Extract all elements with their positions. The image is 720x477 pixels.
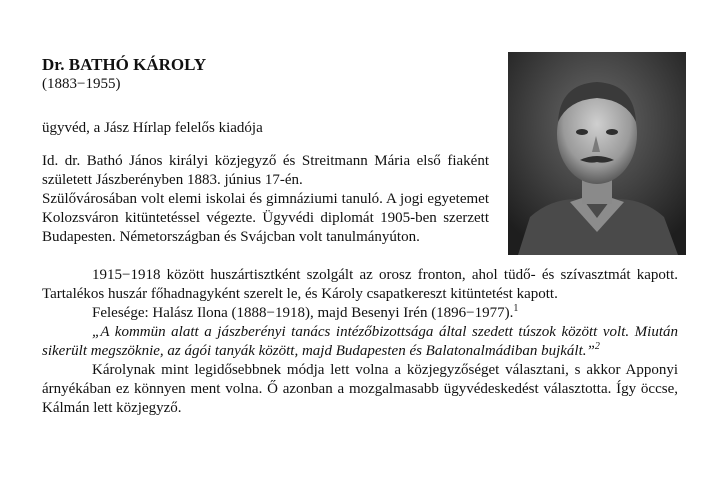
intro-paragraph-education: Szülővárosában volt elemi iskolai és gimnáziumi tanuló. A jogi egyetemet Kolozsváron kitüntetéssel végezte. Ügyvédi diplomát 1905-ben szerzett Budapesten. Németországban és Svájcban volt tanulmányúton. <box>42 191 489 245</box>
quote-text: „A kommün alatt a jászberényi tanács intézőbizottsága által szedett túszok között volt. Miután sikerült megszöknie, az ágói tanyák között, majd Budapesten és Balatonalmádiban bujkált.” <box>42 324 678 359</box>
portrait-photo <box>508 52 686 255</box>
intro-section <box>42 152 489 247</box>
quote-paragraph <box>42 323 678 361</box>
intro-paragraph-birth: Id. dr. Bathó János királyi közjegyző és Streitmann Mária első fiaként született Jászberényben 1883. június 17-én. <box>42 153 489 188</box>
spouse-paragraph <box>42 304 678 323</box>
page-title: Dr. BATHÓ KÁROLY <box>42 55 207 74</box>
closing-paragraph: Károlynak mint legidősebbnek módja lett volna a közjegyzőséget választani, s akkor Apponyi árnyékában ez könnyen ment volna. Ő azonban a mozgalmasabb ügyvédeskedést választotta. Így öccse, Kálmán lett közjegyző. <box>42 362 678 416</box>
spouse-text: Felesége: Halász Ilona (1888−1918), majd Besenyi Irén (1896−1977). <box>92 305 514 321</box>
life-years: (1883−1955) <box>42 76 121 92</box>
occupation-text: ügyvéd, a Jász Hírlap felelős kiadója <box>42 120 263 136</box>
military-service-paragraph: 1915−1918 között huszártisztként szolgált az orosz fronton, ahol tüdő- és szívasztmát kapott. Tartalékos huszár főhadnagyként szerelt le, és Károly csapatkereszt kitüntetést kapott. <box>42 267 678 302</box>
footnote-ref-2: 2 <box>594 341 600 352</box>
footnote-ref-1: 1 <box>513 303 519 314</box>
biography-body <box>42 266 678 418</box>
